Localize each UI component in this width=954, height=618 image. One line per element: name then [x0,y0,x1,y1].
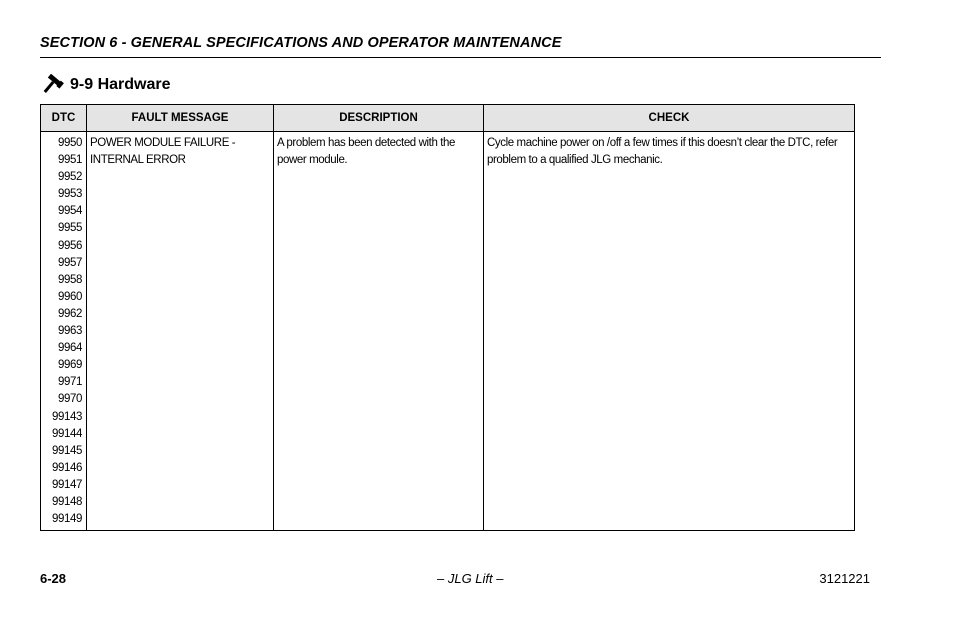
dtc-code: 99147 [52,478,82,491]
table-header-row [41,105,855,132]
dtc-code: 9969 [58,359,82,372]
dtc-code: 99144 [52,427,82,440]
dtc-code: 99148 [52,495,82,508]
column-header-check: CHECK [484,105,855,132]
dtc-code: 9971 [58,376,82,389]
column-header-dtc: DTC [41,105,87,132]
dtc-code: 9950 [58,137,82,149]
dtc-code: 99143 [52,410,82,423]
section-title: 9-9 Hardware [70,76,171,93]
document-number: 3121221 [819,571,870,586]
dtc-code: 9962 [58,307,82,320]
dtc-table [40,104,855,531]
column-header-fault-message: FAULT MESSAGE [87,105,274,132]
dtc-code: 9963 [58,325,82,338]
dtc-code: 9954 [58,205,82,218]
page-number: 6-28 [40,571,67,586]
dtc-code: 9956 [58,239,82,252]
fault-message-cell: POWER MODULE FAILURE - INTERNAL ERROR [87,132,274,531]
dtc-code: 9953 [58,188,82,201]
dtc-code: 9964 [58,342,82,355]
dtc-code: 9955 [58,222,82,235]
dtc-code: 9952 [58,171,82,184]
section-heading [40,74,171,96]
dtc-code: 99149 [52,513,82,526]
check-cell: Cycle machine power on /off a few times if this doesn’t clear the DTC, refer problem to a qualified JLG mechanic. [484,132,855,531]
hammer-icon [40,74,64,96]
dtc-code: 99145 [52,444,82,457]
section-header: SECTION 6 - GENERAL SPECIFICATIONS AND OPERATOR MAINTENANCE [40,35,562,51]
footer-title: – JLG Lift – [437,571,504,586]
description-cell: A problem has been detected with the power module. [274,132,484,531]
dtc-code: 9958 [58,273,82,286]
dtc-code: 9970 [58,393,82,406]
header-divider [40,57,881,58]
dtc-codes-cell [41,132,87,531]
column-header-description: DESCRIPTION [274,105,484,132]
dtc-code: 99146 [52,461,82,474]
table-row [41,132,855,531]
dtc-code: 9951 [58,154,82,167]
dtc-code: 9960 [58,290,82,303]
dtc-code: 9957 [58,256,82,269]
